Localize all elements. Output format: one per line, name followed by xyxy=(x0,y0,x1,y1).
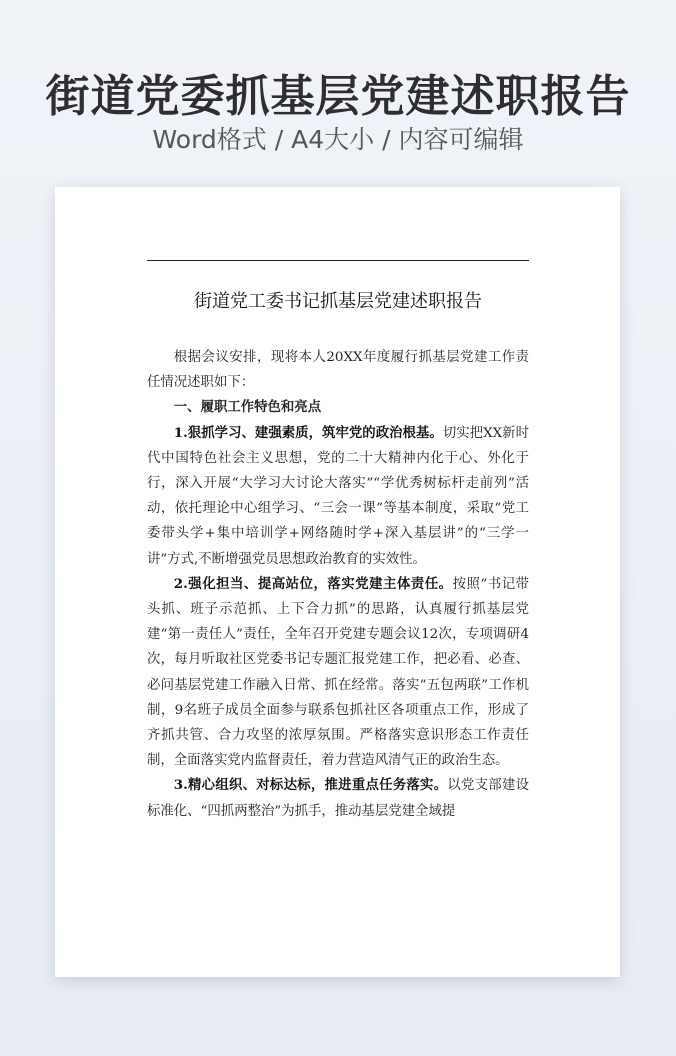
document-title: 街道党工委书记抓基层党建述职报告 xyxy=(194,291,482,312)
item-1-heading: 1.狠抓学习、建强素质，筑牢党的政治根基。 xyxy=(173,424,443,441)
paragraph-item-1 xyxy=(147,421,529,572)
section-heading: 一、履职工作特色和亮点 xyxy=(173,399,322,416)
paragraph-item-3 xyxy=(147,773,529,823)
banner-subtitle: Word格式 / A4大小 / 内容可编辑 xyxy=(152,125,524,154)
item-1-text: 切实把XX新时代中国特色社会主义思想，党的二十大精神内化于心、外化于行，深入开展“大学习大讨论大落实”“学优秀树标杆走前列”活动，依托理论中心组学习、“三会一课”等基本制度，采取“党工委带头学+集中培训学+网络随时学+深入基层讲”的“三学一讲”方式,不断增强党员思想政治教育的实效性。 xyxy=(147,425,529,567)
item-3-heading: 3.精心组织、对标达标，推进重点任务落实。 xyxy=(173,777,448,794)
document-body xyxy=(147,345,529,824)
document-page xyxy=(55,187,620,977)
header-rule xyxy=(147,260,529,261)
banner-title: 街道党委抓基层党建述职报告 xyxy=(45,71,631,122)
item-2-heading: 2.强化担当、提高站位，落实党建主体责任。 xyxy=(173,575,453,592)
intro-paragraph: 根据会议安排，现将本人20XX年度履行抓基层党建工作责任情况述职如下： xyxy=(147,350,529,391)
item-2-text: 按照“书记带头抓、班子示范抓、上下合力抓”的思路，认真履行抓基层党建“第一责任人”责任，全年召开党建专题会议12次，专项调研4次，每月听取社区党委书记专题汇报党建工作，把必看、必查、必问基层党建工作融入日常、抓在经常。落实“五包两联”工作机制，9名班子成员全面参与联系包抓社区各项重点工作，形成了齐抓共管、合力攻坚的浓厚氛围。严格落实意识形态工作责任制，全面落实党内监督责任，着力营造风清气正的政治生态。 xyxy=(147,576,529,769)
item-3-text: 以党支部建设标准化、“四抓两整治”为抓手，推动基层党建全域提 xyxy=(147,778,529,819)
paragraph-item-2 xyxy=(147,572,529,774)
